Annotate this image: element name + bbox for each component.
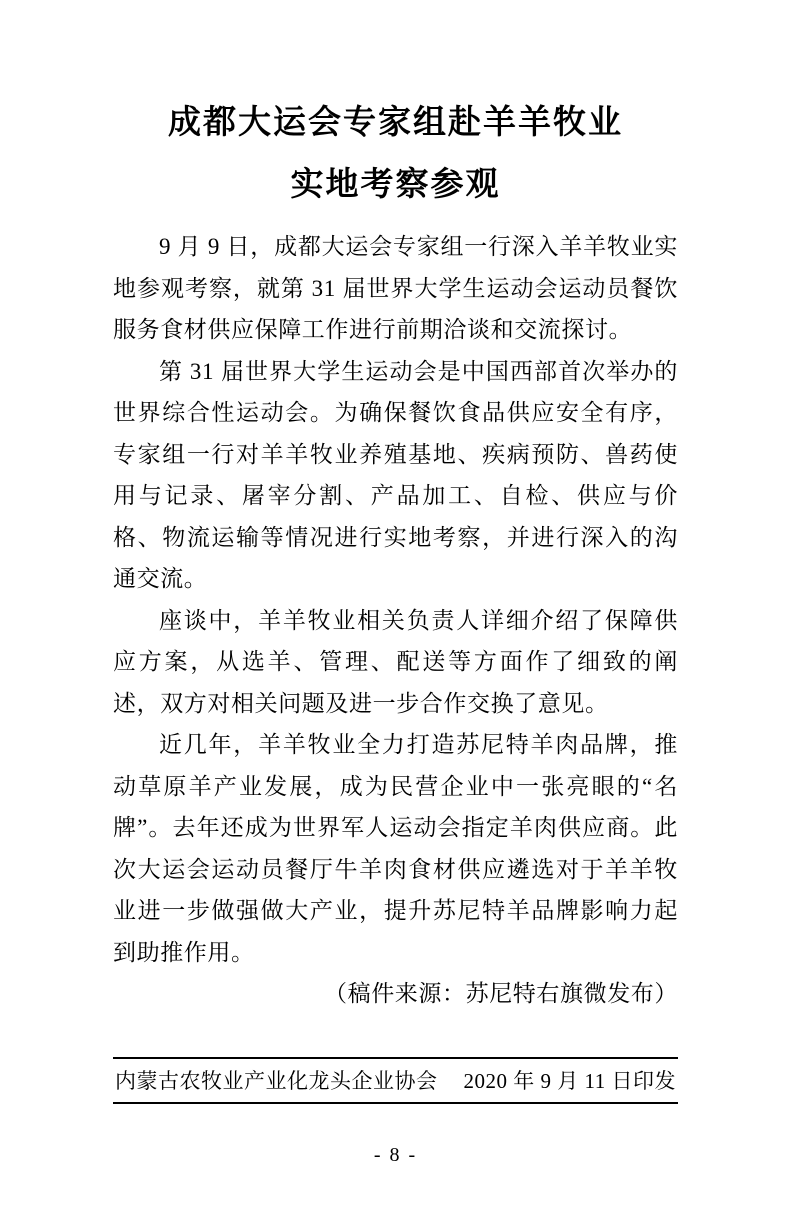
- document-title-line-2: 实地考察参观: [290, 167, 501, 203]
- document-title-line-1: 成都大运会专家组赴羊羊牧业: [168, 105, 623, 141]
- document-page: [0, 92, 793, 1214]
- source-attribution: （稿件来源：苏尼特右旗微发布）: [324, 981, 678, 1006]
- document-title: [113, 92, 678, 216]
- print-date: 2020 年 9 月 11 日印发: [463, 1068, 676, 1093]
- paragraph-2: 第 31 届世界大学生运动会是中国西部首次举办的世界综合性运动会。为确保餐饮食品供应安全有序，专家组一行对羊羊牧业养殖基地、疾病预防、兽药使用与记录、屠宰分割、产品加工、自检、供应与价格、物流运输等情况进行实地考察，并进行深入的沟通交流。: [113, 358, 678, 591]
- page-number: - 8 -: [373, 1143, 418, 1166]
- issuance-footer: [113, 1057, 678, 1104]
- issuer-name: 内蒙古农牧业产业化龙头企业协会: [115, 1068, 438, 1093]
- paragraph-4: 近几年，羊羊牧业全力打造苏尼特羊肉品牌，推动草原羊产业发展，成为民营企业中一张亮眼的“名牌”。去年还成为世界军人运动会指定羊肉供应商。此次大运会运动员餐厅牛羊肉食材供应遴选对于羊羊牧业进一步做强做大产业，提升苏尼特羊品牌影响力起到助推作用。: [113, 732, 678, 965]
- document-body: [113, 226, 678, 1015]
- paragraph-1: 9 月 9 日，成都大运会专家组一行深入羊羊牧业实地参观考察，就第 31 届世界大学生运动会运动员餐饮服务食材供应保障工作进行前期洽谈和交流探讨。: [113, 234, 678, 342]
- paragraph-3: 座谈中，羊羊牧业相关负责人详细介绍了保障供应方案，从选羊、管理、配送等方面作了细致的阐述，双方对相关问题及进一步合作交换了意见。: [113, 607, 678, 716]
